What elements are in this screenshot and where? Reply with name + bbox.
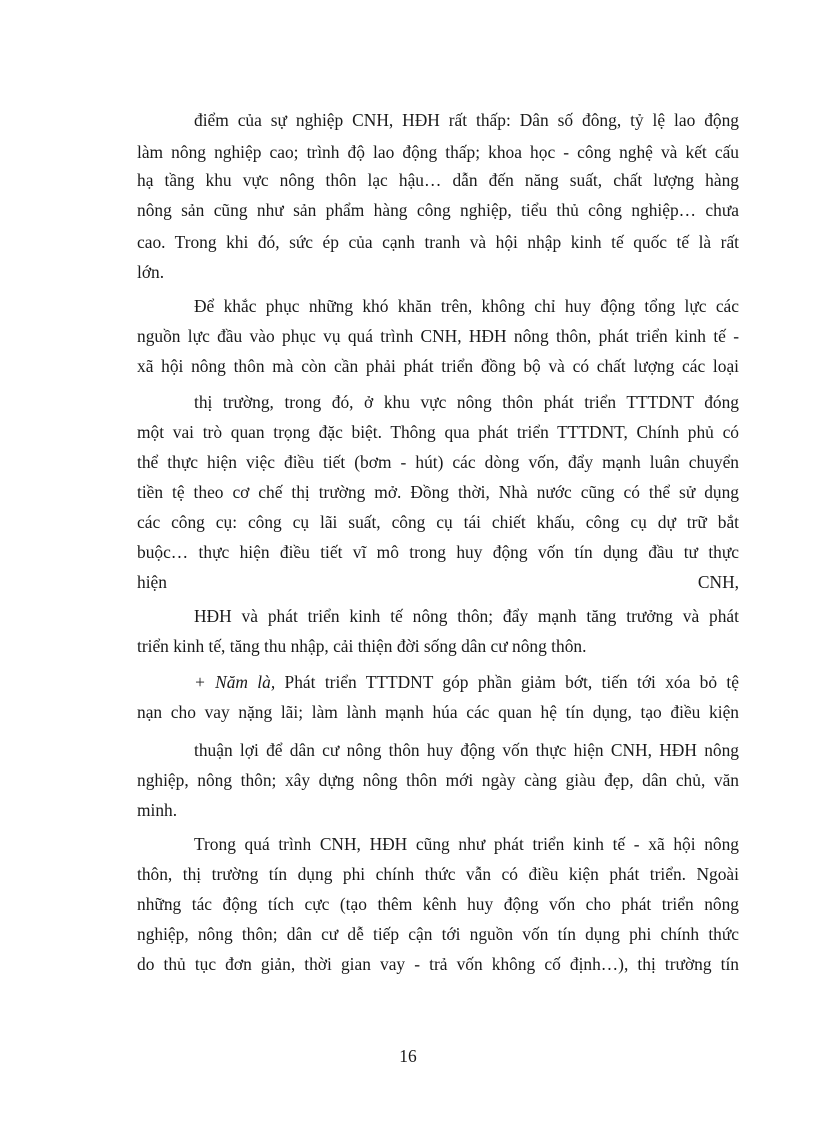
text-line: cao. Trong khi đó, sức ép của cạnh tranh và hội nhập kinh tế quốc tế là rất (137, 232, 739, 252)
text-line: thị trường, trong đó, ở khu vực nông thôn phát triển TTTDNT đóng (194, 392, 739, 412)
text-line: thể thực hiện việc điều tiết (bơm - hút) các dòng vốn, đẩy mạnh luân chuyển (137, 452, 739, 472)
text-line: triển kinh tế, tăng thu nhập, cải thiện đời sống dân cư nông thôn. (137, 636, 587, 656)
text-line: do thủ tục đơn giản, thời gian vay - trả vốn không cố định…), thị trường tín (137, 954, 739, 974)
text-line: thôn, thị trường tín dụng phi chính thức vẫn có điều kiện phát triển. Ngoài (137, 864, 739, 884)
text-line: tiền tệ theo cơ chế thị trường mở. Đồng thời, Nhà nước cũng có thể sử dụng (137, 482, 739, 502)
text-line: lớn. (137, 262, 165, 282)
text-line-left: hiện (137, 572, 167, 592)
text-line-right: CNH, (697, 572, 739, 592)
text-line: nông sản cũng như sản phẩm hàng công nghiệp, tiểu thủ công nghiệp… chưa (137, 200, 739, 220)
text-line: nạn cho vay nặng lãi; làm lành mạnh húa các quan hệ tín dụng, tạo điều kiện (137, 702, 739, 722)
text-line: những tác động tích cực (tạo thêm kênh huy động vốn cho phát triển nông (137, 894, 739, 914)
text-line: các công cụ: công cụ lãi suất, công cụ tái chiết khấu, công cụ dự trữ bắt (137, 512, 739, 532)
text-line: HĐH và phát triển kinh tế nông thôn; đẩy mạnh tăng trưởng và phát (194, 606, 739, 626)
page-number: 16 (399, 1046, 417, 1066)
text-line: minh. (137, 800, 178, 820)
text-line: làm nông nghiệp cao; trình độ lao động thấp; khoa học - công nghệ và kết cấu (137, 142, 739, 162)
item-text: Phát triển TTTDNT góp phần giảm bớt, tiến tới xóa bỏ tệ (284, 672, 739, 692)
text-line: hạ tầng khu vực nông thôn lạc hậu… dẫn đến năng suất, chất lượng hàng (137, 170, 739, 190)
text-line: buộc… thực hiện điều tiết vĩ mô trong huy động vốn tín dụng đầu tư thực (137, 542, 739, 562)
text-line: điểm của sự nghiệp CNH, HĐH rất thấp: Dân số đông, tỷ lệ lao động (194, 110, 739, 130)
text-line (137, 670, 739, 694)
text-line: Trong quá trình CNH, HĐH cũng như phát triển kinh tế - xã hội nông (194, 834, 739, 854)
text-line: một vai trò quan trọng đặc biệt. Thông qua phát triển TTTDNT, Chính phủ có (137, 422, 739, 442)
text-line: thuận lợi để dân cư nông thôn huy động vốn thực hiện CNH, HĐH nông (194, 740, 739, 760)
text-line: nghiệp, nông thôn; dân cư dễ tiếp cận tới nguồn vốn tín dụng phi chính thức (137, 924, 739, 944)
text-line (137, 570, 739, 594)
text-line: Để khắc phục những khó khăn trên, không chỉ huy động tổng lực các (194, 296, 739, 316)
text-line: nghiệp, nông thôn; xây dựng nông thôn mới ngày càng giàu đẹp, dân chủ, văn (137, 770, 739, 790)
item-marker: + Năm là, (194, 672, 276, 692)
text-line: xã hội nông thôn mà còn cần phải phát triển đồng bộ và có chất lượng các loại (137, 356, 739, 376)
text-line: nguồn lực đầu vào phục vụ quá trình CNH, HĐH nông thôn, phát triển kinh tế - (137, 326, 739, 346)
